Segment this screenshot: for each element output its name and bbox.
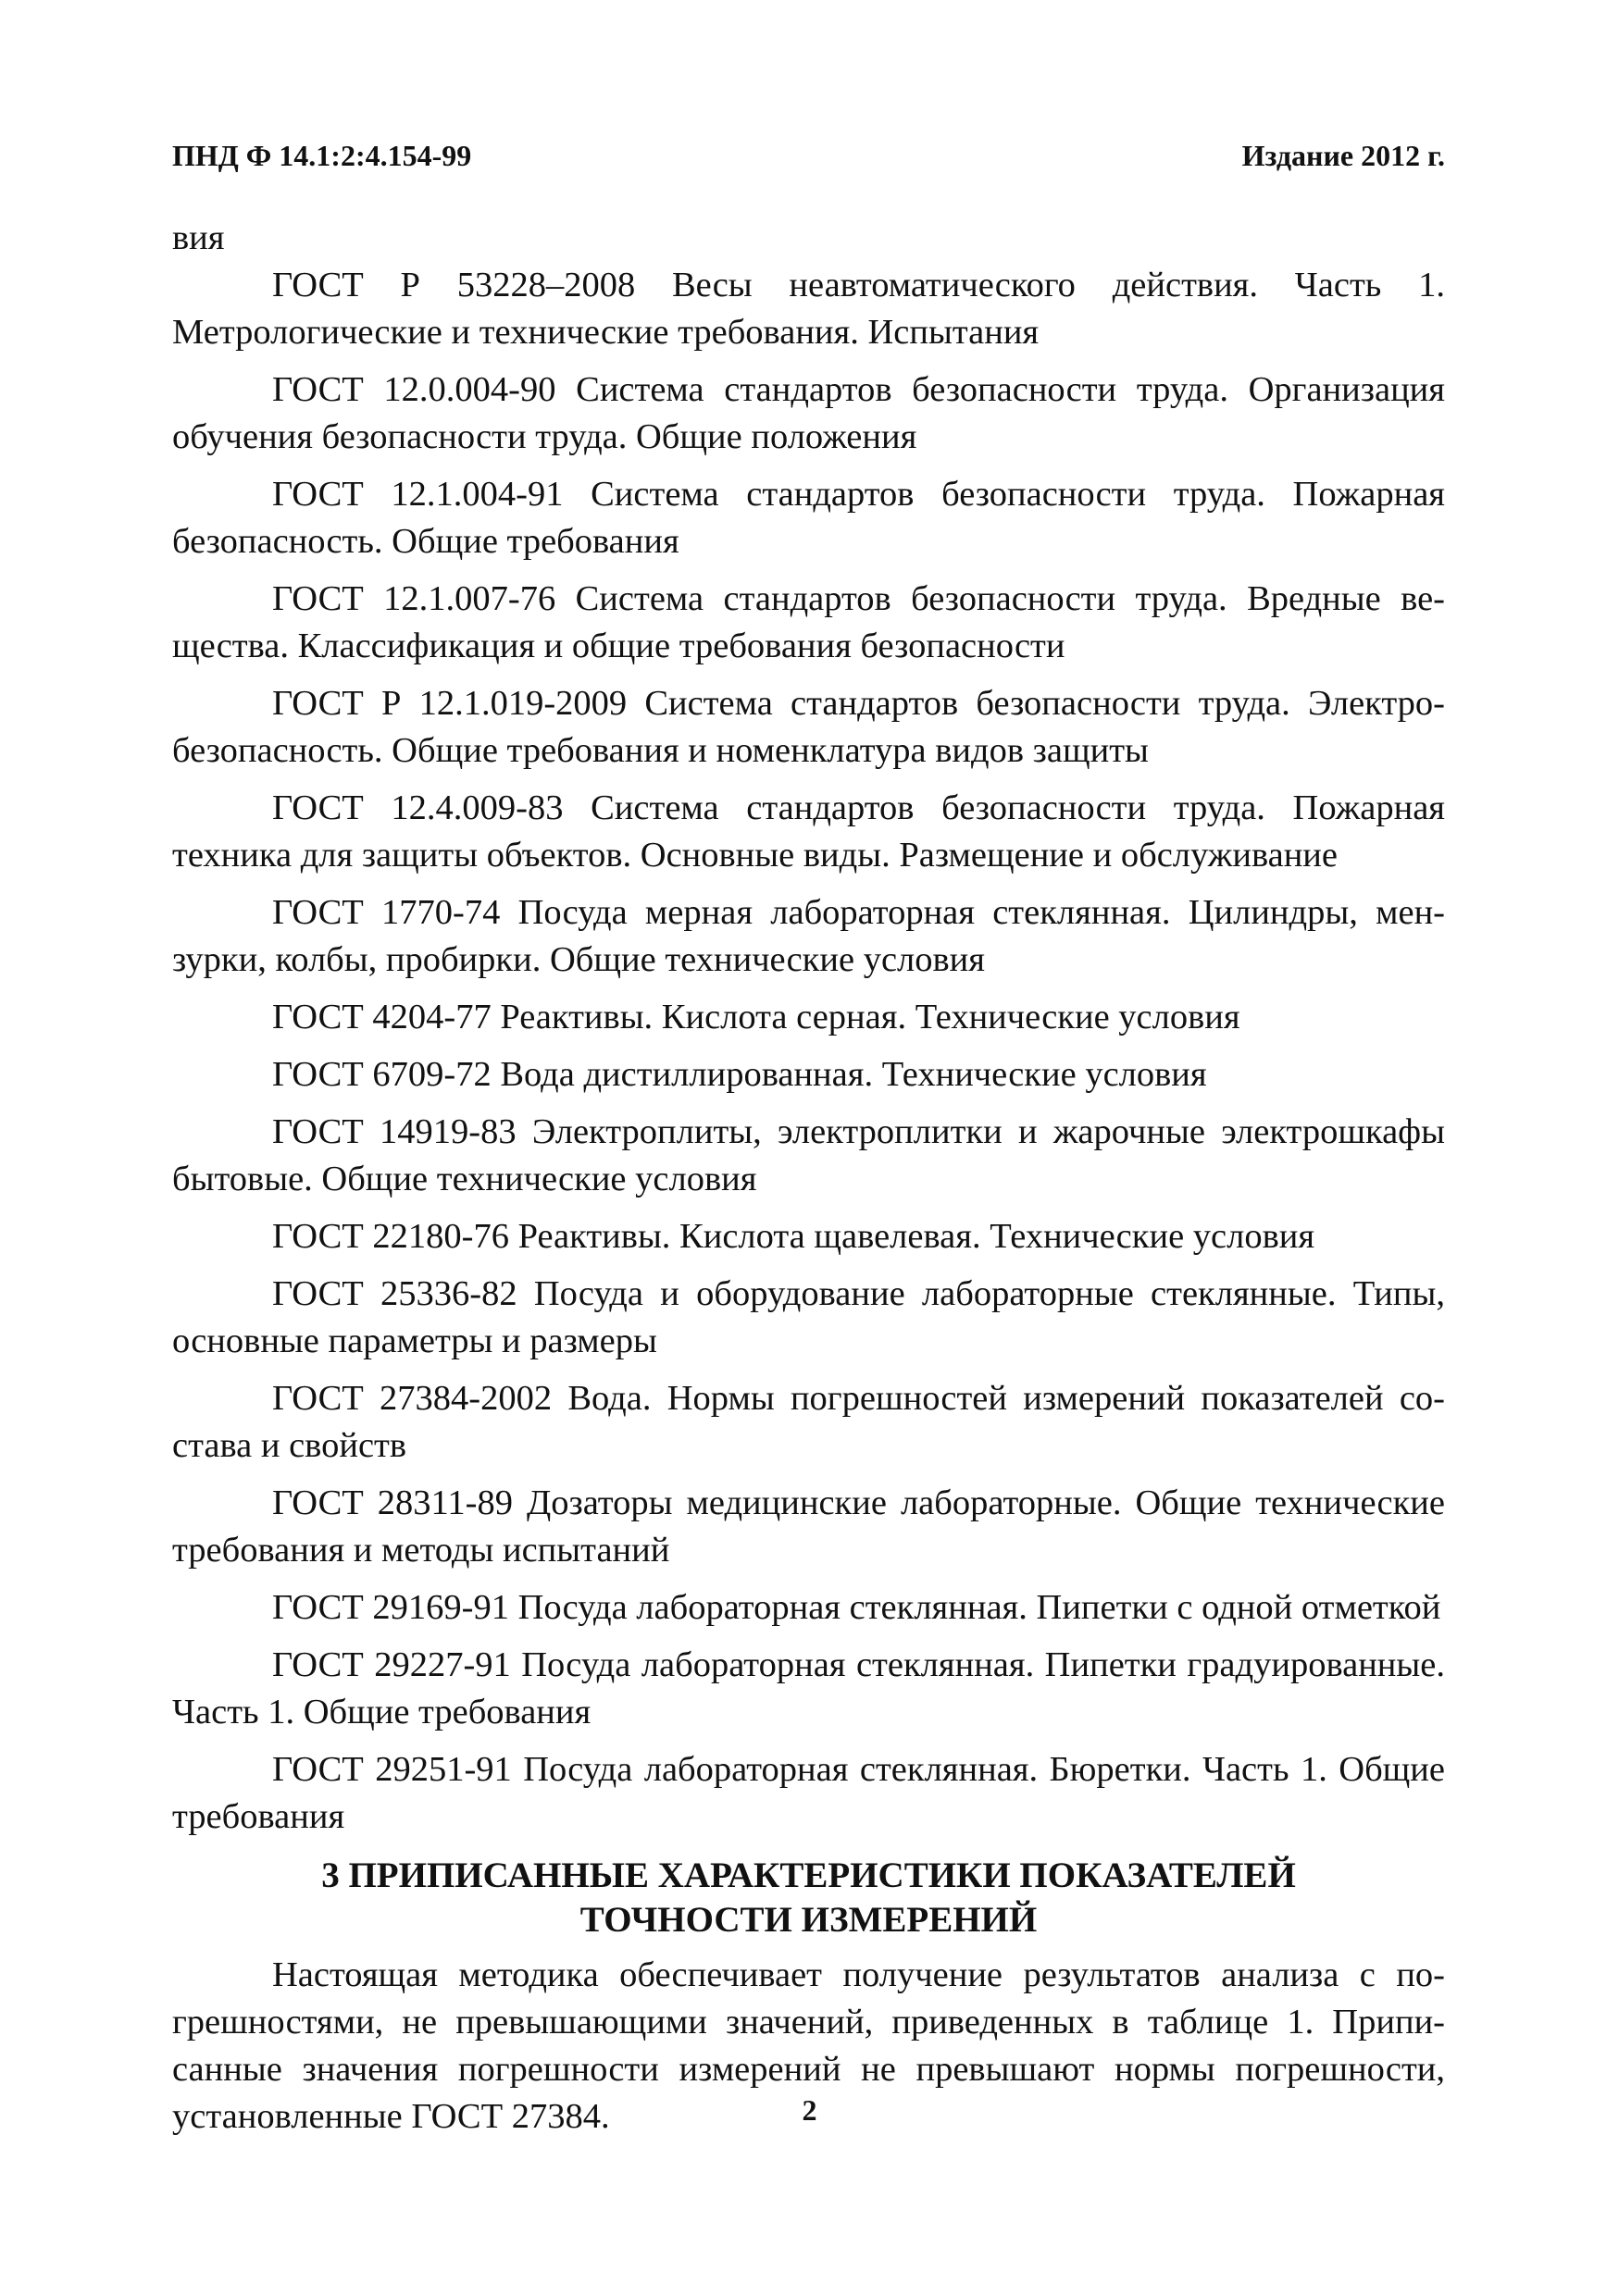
reference-item: ГОСТ 29227-91 Посуда лабораторная стеклянная. Пипетки градуированные. Часть 1. Общие требования [172,1645,1445,1731]
reference-item: ГОСТ 29169-91 Посуда лабораторная стеклянная. Пипетки с одной отметкой [272,1588,1441,1627]
section-body-paragraph: Настоящая методика обеспечивает получение результатов анализа с погрешностями, не превышающими значений, приведенных в таблице 1. Приписанные значения погрешности измерений не превышают нормы погрешности, установленные ГОСТ 27384. [172,1955,1445,2136]
reference-item: ГОСТ 12.0.004-90 Система стандартов безопасности труда. Организация обучения безопасности труда. Общие положения [172,370,1445,456]
document-id: ПНД Ф 14.1:2:4.154-99 [172,139,472,172]
section-title-line-1: 3 ПРИПИСАННЫЕ ХАРАКТЕРИСТИКИ ПОКАЗАТЕЛЕЙ [321,1855,1296,1895]
reference-item: ГОСТ 25336-82 Посуда и оборудование лабораторные стеклянные. Типы, основные параметры и размеры [172,1274,1445,1360]
reference-item: ГОСТ 12.1.004-91 Система стандартов безопасности труда. Пожарная безопасность. Общие требования [172,475,1445,561]
reference-item: ГОСТ 12.1.007-76 Система стандартов безопасности труда. Вредные вещества. Классификация и общие требования безопасности [172,579,1445,665]
reference-item: ГОСТ 1770-74 Посуда мерная лабораторная стеклянная. Цилиндры, мензурки, колбы, пробирки. Общие технические условия [172,893,1445,979]
reference-item: ГОСТ Р 53228–2008 Весы неавтоматического действия. Часть 1. Метрологические и технические требования. Испытания [172,266,1445,352]
section-title [172,1854,1445,1942]
reference-item: ГОСТ 29251-91 Посуда лабораторная стеклянная. Бюретки. Часть 1. Общие требования [172,1750,1445,1836]
reference-item: ГОСТ 28311-89 Дозаторы медицинские лабораторные. Общие технические требования и методы испытаний [172,1483,1445,1570]
page-number: 2 [802,2093,817,2127]
continuation-fragment: вия [172,218,225,257]
reference-item: ГОСТ 4204-77 Реактивы. Кислота серная. Технические условия [272,998,1240,1036]
reference-item: ГОСТ 27384-2002 Вода. Нормы погрешностей измерений показателей состава и свойств [172,1379,1445,1465]
reference-item: ГОСТ Р 12.1.019-2009 Система стандартов безопасности труда. Электробезопасность. Общие требования и номенклатура видов защиты [172,684,1445,770]
reference-item: ГОСТ 6709-72 Вода дистиллированная. Технические условия [272,1055,1207,1094]
edition-label: Издание 2012 г. [1241,139,1445,172]
reference-item: ГОСТ 12.4.009-83 Система стандартов безопасности труда. Пожарная техника для защиты объектов. Основные виды. Размещение и обслуживание [172,788,1445,875]
section-title-line-2: ТОЧНОСТИ ИЗМЕРЕНИЙ [579,1900,1038,1940]
page-content [172,215,1445,2141]
reference-item: ГОСТ 14919-83 Электроплиты, электроплитки и жарочные электрошкафы бытовые. Общие технические условия [172,1112,1445,1198]
reference-item: ГОСТ 22180-76 Реактивы. Кислота щавелевая. Технические условия [272,1217,1315,1256]
